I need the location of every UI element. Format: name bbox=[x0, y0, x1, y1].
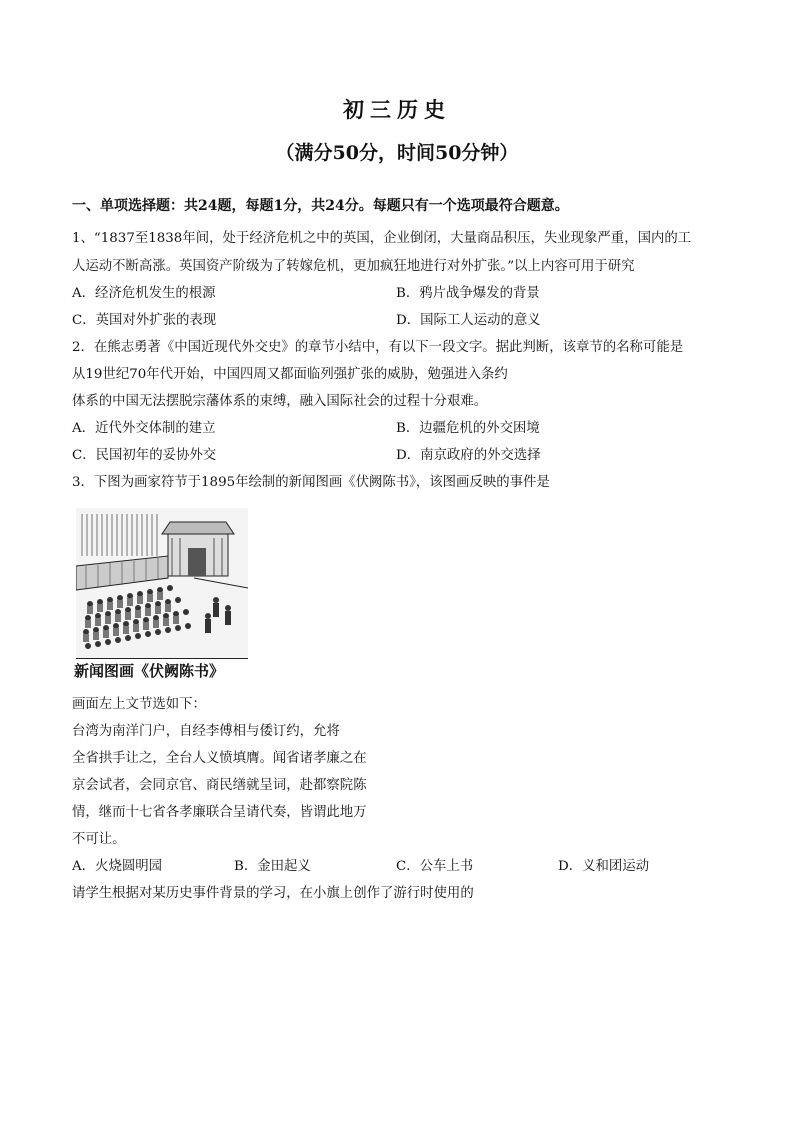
q1-option-a: A．经济危机发生的根源 bbox=[72, 286, 216, 301]
page-subtitle: （满分50分，时间50分钟） bbox=[275, 142, 519, 164]
q2-option-c: C．民国初年的妥协外交 bbox=[72, 448, 217, 463]
crowd-petition-illustration bbox=[76, 508, 248, 659]
q3-excerpt-line1: 台湾为南洋门户，自经李傅相与倭订约，允将 bbox=[72, 724, 340, 739]
q2-stem-line1: 2．在熊志勇著《中国近现代外交史》的章节小结中，有以下一段文字。据此判断，该章节的名称可能是 bbox=[72, 340, 684, 355]
q3-option-b: B．金田起义 bbox=[234, 859, 311, 874]
q3-stem-line1: 3．下图为画家符节于1895年绘制的新闻图画《伏阙陈书》，该图画反映的事件是 bbox=[72, 475, 550, 490]
q2-quote-line2: 体系的中国无法摆脱宗藩体系的束缚，融入国际社会的过程十分艰难。 bbox=[72, 394, 488, 409]
q3-excerpt-line3: 京会试者，会同京官、商民缮就呈词，赴都察院陈 bbox=[72, 778, 367, 793]
q1-option-d: D．国际工人运动的意义 bbox=[396, 313, 541, 328]
q3-option-c: C．公车上书 bbox=[396, 859, 474, 874]
q2-option-a: A．近代外交体制的建立 bbox=[72, 421, 216, 436]
q2-option-b: B．边疆危机的外交困境 bbox=[396, 421, 540, 436]
page-title: 初三历史 bbox=[343, 97, 451, 122]
q3-excerpt-intro: 画面左上文节选如下： bbox=[72, 697, 206, 712]
q1-option-b: B．鸦片战争爆发的背景 bbox=[396, 286, 540, 301]
q2-option-d: D．南京政府的外交选择 bbox=[396, 448, 541, 463]
q3-excerpt-line2: 全省拱手让之，全台人义愤填膺。闻省诸孝廉之在 bbox=[72, 751, 367, 766]
section-heading: 一、单项选择题：共24题，每题1分，共24分。每题只有一个选项最符合题意。 bbox=[72, 198, 569, 214]
q2-quote-line1: 从19世纪70年代开始，中国四周又都面临列强扩张的威胁，勉强进入条约 bbox=[72, 367, 508, 382]
q3-option-d: D．义和团运动 bbox=[558, 859, 650, 874]
q1-stem-line2: 人运动不断高涨。英国资产阶级为了转嫁危机，更加疯狂地进行对外扩张。”以上内容可用于研究 bbox=[72, 259, 635, 274]
news-illustration-figure bbox=[72, 502, 250, 682]
q3-option-a: A．火烧圆明园 bbox=[72, 859, 163, 874]
q3-excerpt-line5: 不可让。 bbox=[72, 832, 126, 847]
q4-stem-line1: 请学生根据对某历史事件背景的学习，在小旗上创作了游行时使用的 bbox=[72, 886, 474, 901]
q1-option-c: C．英国对外扩张的表现 bbox=[72, 313, 217, 328]
figure-caption: 新闻图画《伏阙陈书》 bbox=[74, 662, 225, 680]
q3-excerpt-line4: 情，继而十七省各孝廉联合呈请代奏，皆谓此地万 bbox=[72, 805, 367, 820]
q1-stem-line1: 1、“1837至1838年间，处于经济危机之中的英国，企业倒闭，大量商品积压，失业现象严重，国内的工 bbox=[72, 231, 692, 246]
